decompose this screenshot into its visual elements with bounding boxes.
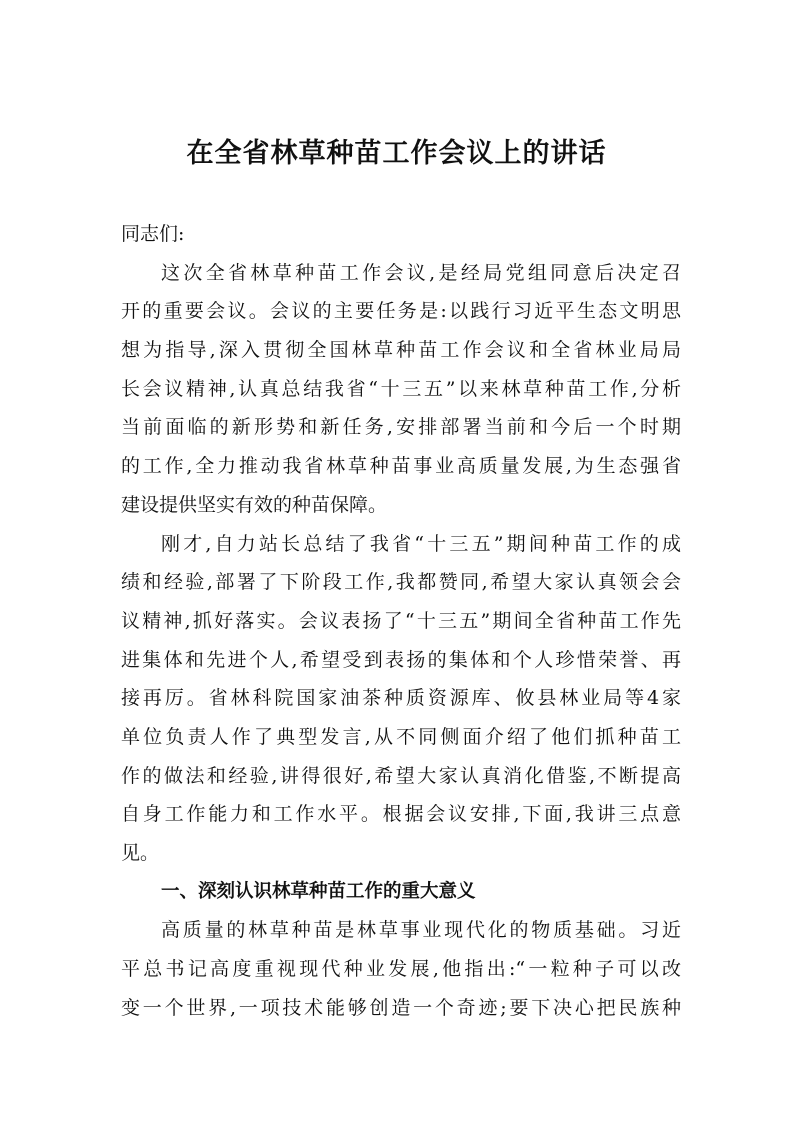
paragraph-line: 进集体和先进个人,希望受到表扬的集体和个人珍惜荣誉、再	[121, 648, 681, 671]
paragraph-line: 建设提供坚实有效的种苗保障。	[121, 493, 388, 516]
document-body	[121, 215, 681, 1027]
paragraph-line: 变一个世界,一项技术能够创造一个奇迹;要下决心把民族种	[121, 996, 681, 1019]
paragraph-line: 刚才,自力站长总结了我省“十三五”期间种苗工作的成	[161, 532, 681, 555]
paragraph-line: 接再厉。省林科院国家油茶种质资源库、攸县林业局等4家	[121, 687, 681, 710]
salutation: 同志们:	[121, 223, 185, 245]
document-title: 在全省林草种苗工作会议上的讲话	[186, 138, 607, 169]
paragraph-line: 这次全省林草种苗工作会议,是经局党组同意后决定召	[161, 261, 681, 284]
paragraph-line: 平总书记高度重视现代种业发展,他指出:“一粒种子可以改	[121, 958, 681, 981]
paragraph-line: 长会议精神,认真总结我省“十三五”以来林草种苗工作,分析	[121, 377, 681, 400]
paragraph-line: 作的做法和经验,讲得很好,希望大家认真消化借鉴,不断提高	[121, 764, 681, 787]
paragraph-line: 想为指导,深入贯彻全国林草种苗工作会议和全省林业局局	[121, 339, 681, 362]
paragraph-line: 自身工作能力和工作水平。根据会议安排,下面,我讲三点意	[121, 803, 681, 826]
paragraph-line: 单位负责人作了典型发言,从不同侧面介绍了他们抓种苗工	[121, 725, 681, 748]
paragraph-line: 绩和经验,部署了下阶段工作,我都赞同,希望大家认真领会会	[121, 571, 681, 594]
paragraph-line: 的工作,全力推动我省林草种苗事业高质量发展,为生态强省	[121, 455, 681, 478]
paragraph-line: 高质量的林草种苗是林草事业现代化的物质基础。习近	[161, 919, 681, 942]
paragraph-line: 见。	[121, 842, 160, 864]
section-heading: 一、深刻认识林草种苗工作的重大意义	[161, 880, 476, 902]
paragraph-line: 当前面临的新形势和新任务,安排部署当前和今后一个时期	[121, 416, 681, 439]
paragraph-line: 开的重要会议。会议的主要任务是:以践行习近平生态文明思	[121, 300, 681, 323]
paragraph-line: 议精神,抓好落实。会议表扬了“十三五”期间全省种苗工作先	[121, 609, 681, 632]
